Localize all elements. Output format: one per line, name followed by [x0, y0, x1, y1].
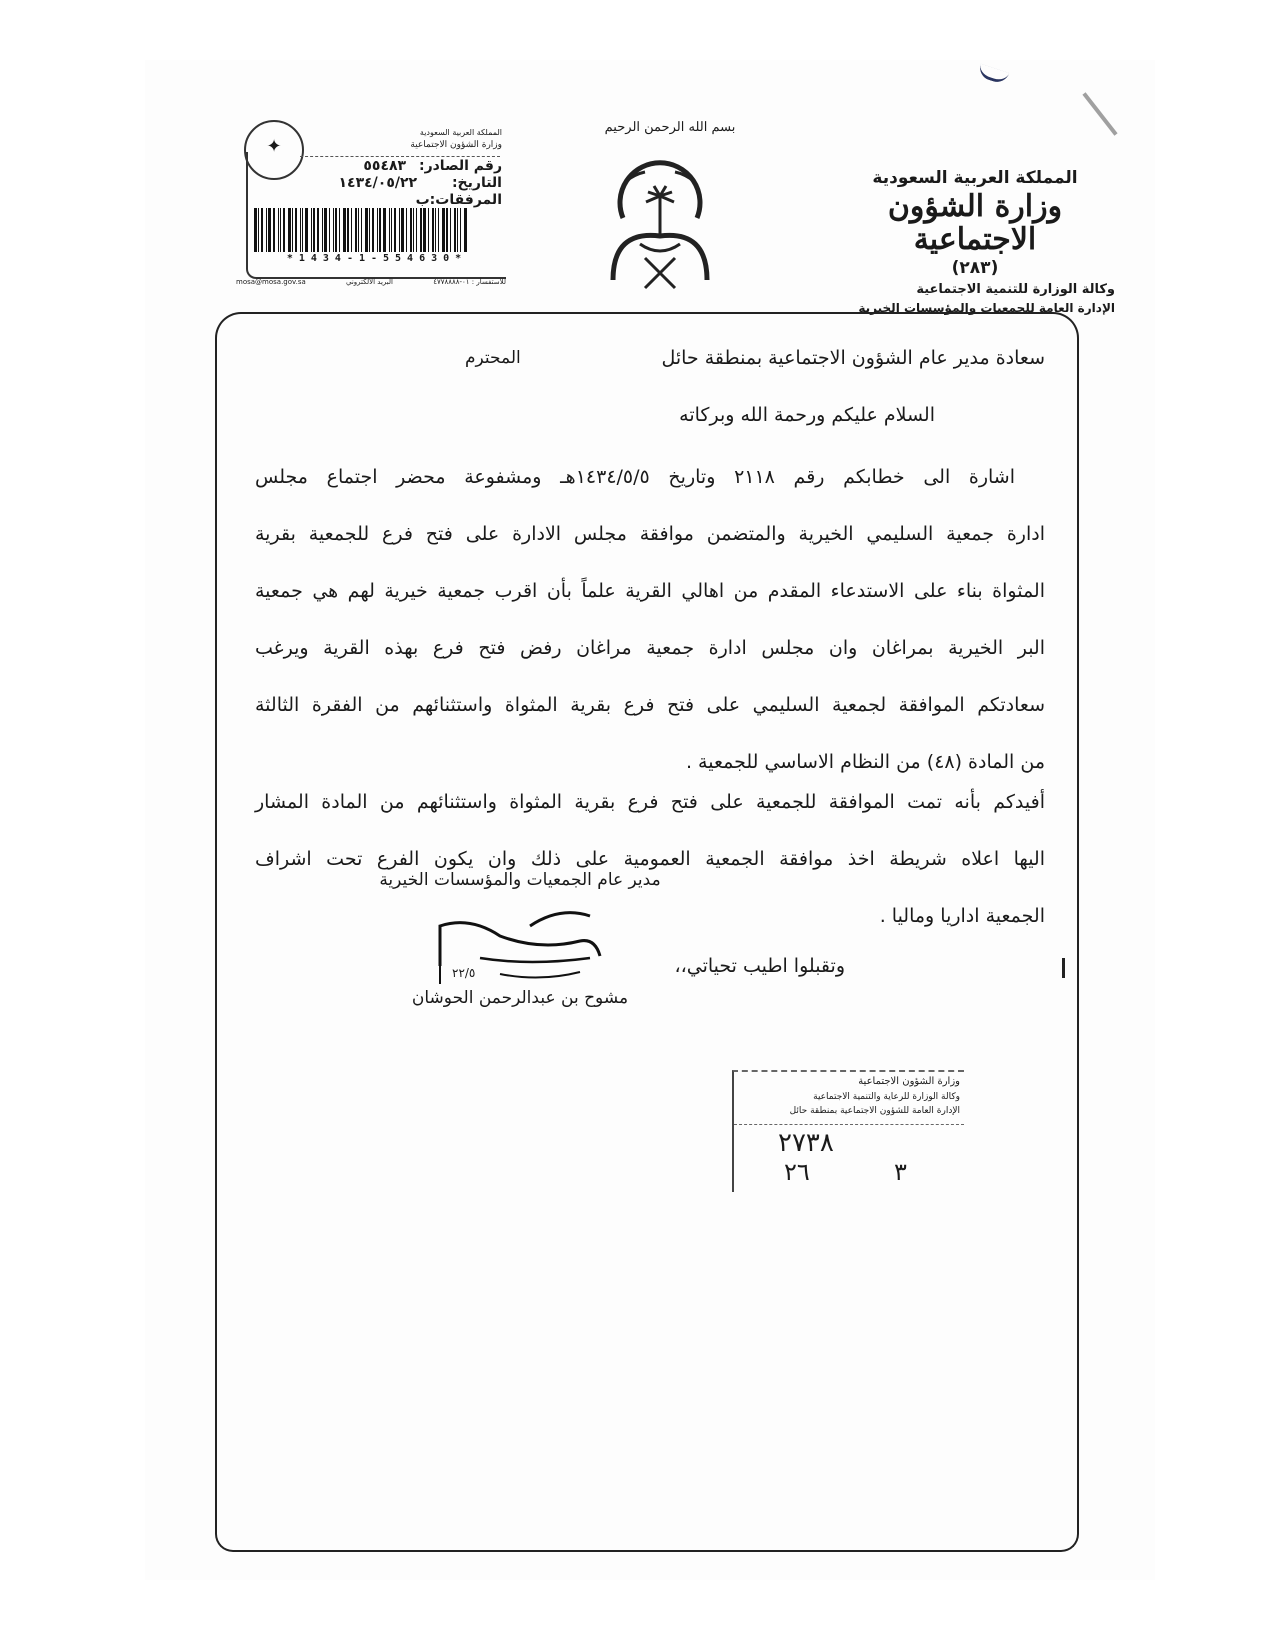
- signature: [380, 896, 660, 986]
- attachments-value: ب: [415, 192, 430, 208]
- divider: [300, 156, 500, 157]
- honorific: المحترم: [465, 348, 521, 368]
- ref-ministry: وزارة الشؤون الاجتماعية: [410, 140, 502, 150]
- barcode: [254, 208, 500, 252]
- attachments-label: المرفقات:: [429, 192, 502, 208]
- barcode-bar: [457, 208, 458, 252]
- barcode-bar: [280, 208, 281, 252]
- ref-inquiry: للاستفسار : ٠١-٤٧٧٨٨٨٨: [433, 278, 506, 286]
- barcode-bar: [383, 208, 386, 252]
- receipt-date: ٢٦: [784, 1158, 810, 1186]
- reference-box: [236, 120, 506, 280]
- basmala: بسم الله الرحمن الرحيم: [604, 120, 736, 135]
- barcode-bar: [317, 208, 319, 252]
- barcode-bar: [454, 208, 456, 252]
- barcode-bar: [372, 208, 374, 252]
- barcode-bar: [410, 208, 412, 252]
- barcode-bar: [438, 208, 439, 252]
- paragraph-line: من المادة (٤٨) من النظام الاساسي للجمعية .: [685, 751, 1045, 773]
- barcode-bar: [406, 208, 407, 252]
- issue-date-label: التاريخ:: [451, 175, 502, 191]
- signature-block: [330, 870, 710, 1008]
- barcode-bar: [428, 208, 429, 252]
- ministry-emblem-icon: [605, 160, 715, 290]
- barcode-bar: [335, 208, 337, 252]
- barcode-bar: [324, 208, 327, 252]
- receipt-date-extra: ٣: [894, 1158, 907, 1186]
- barcode-bar: [254, 208, 257, 252]
- barcode-bar: [351, 208, 352, 252]
- barcode-bar: [302, 208, 303, 252]
- letter-frame-bottom: [215, 1330, 1079, 1552]
- barcode-text: *1434-1-554630*: [286, 253, 468, 264]
- barcode-bar: [464, 208, 467, 252]
- paragraph-line: اشارة الى خطابكم رقم ٢١١٨ وتاريخ ١٤٣٤/٥/٥هـ ومشفوعة محضر اجتماع مجلس: [255, 466, 1015, 488]
- barcode-bar: [313, 208, 315, 252]
- letterhead-form-number: (٢٨٣): [951, 258, 999, 278]
- attachments: [416, 192, 502, 208]
- letterhead-kingdom: المملكة العربية السعودية: [872, 168, 1078, 188]
- barcode-bar: [305, 208, 308, 252]
- outgoing-number-label: رقم الصادر:: [418, 158, 502, 174]
- barcode-bar: [413, 208, 414, 252]
- barcode-bar: [377, 208, 378, 252]
- paragraph-line: البر الخيرية بمراغان وان مجلس ادارة جمعية مراغان رفض فتح فرع بهذه القرية ويرغب: [255, 637, 1045, 659]
- issue-date-value: ١٤٣٤/٠٥/٢٢: [338, 175, 418, 191]
- barcode-bar: [369, 208, 370, 252]
- barcode-bar: [288, 208, 291, 252]
- barcode-bar: [420, 208, 422, 252]
- barcode-bar: [401, 208, 404, 252]
- barcode-bar: [292, 208, 293, 252]
- barcode-bar: [460, 208, 461, 252]
- barcode-bar: [278, 208, 279, 252]
- barcode-bar: [446, 208, 448, 252]
- barcode-bar: [339, 208, 340, 252]
- ministry-seal-icon: ✦: [244, 120, 304, 180]
- barcode-bar: [450, 208, 451, 252]
- barcode-bar: [361, 208, 362, 252]
- signatory-name: مشوح بن عبدالرحمن الحوشان: [411, 988, 629, 1008]
- barcode-bar: [379, 208, 381, 252]
- barcode-bar: [435, 208, 436, 252]
- signature-date: ٢٢/٥: [452, 966, 476, 980]
- receipt-number: ٢٧٣٨: [778, 1128, 834, 1158]
- ref-email: mosa@mosa.gov.sa: [236, 278, 306, 286]
- barcode-bar: [333, 208, 334, 252]
- barcode-bar: [391, 208, 392, 252]
- outgoing-number-value: ٥٥٤٨٣: [363, 158, 407, 174]
- barcode-bar: [347, 208, 349, 252]
- handwritten-signature-icon: [380, 896, 660, 986]
- barcode-bar: [283, 208, 285, 252]
- barcode-bar: [322, 208, 323, 252]
- addressee: سعادة مدير عام الشؤون الاجتماعية بمنطقة حائل: [661, 347, 1045, 369]
- barcode-bar: [300, 208, 301, 252]
- addressee-line: [255, 338, 1045, 395]
- barcode-bar: [266, 208, 267, 252]
- barcode-bar: [261, 208, 263, 252]
- greeting: السلام عليكم ورحمة الله وبركاته: [679, 404, 935, 426]
- barcode-bar: [258, 208, 259, 252]
- letterhead: [835, 168, 1115, 315]
- barcode-bar: [442, 208, 445, 252]
- barcode-bar: [355, 208, 357, 252]
- barcode-bar: [273, 208, 275, 252]
- paragraph-line: المثواة بناء على الاستدعاء المقدم من اهالي القرية علماً بأن اقرب جمعية خيرية لهم هي جمعية: [255, 580, 1045, 602]
- paragraph-line: ادارة جمعية السليمي الخيرية والمتضمن موافقة مجلس الادارة على فتح فرع للجمعية بقرية: [255, 523, 1045, 545]
- barcode-bar: [311, 208, 312, 252]
- barcode-bar: [268, 208, 271, 252]
- paragraph-line: أفيدكم بأنه تمت الموافقة للجمعية على فتح فرع بقرية المثواة واستثنائهم من المادة المشار: [255, 791, 1045, 813]
- receipt-line: الإدارة العامة للشؤون الاجتماعية بمنطقة حائل: [789, 1106, 960, 1116]
- ref-footer: [236, 278, 506, 286]
- barcode-bar: [394, 208, 396, 252]
- signatory-title: مدير عام الجمعيات والمؤسسات الخيرية: [379, 870, 661, 890]
- barcode-bar: [389, 208, 390, 252]
- outgoing-number: [363, 158, 502, 174]
- barcode-bar: [329, 208, 330, 252]
- closing: وتقبلوا اطيب تحياتي،،: [674, 955, 845, 977]
- barcode-bar: [416, 208, 417, 252]
- margin-mark: [1062, 958, 1065, 978]
- receipt-line: وكالة الوزارة للرعاية والتنمية الاجتماعية: [813, 1092, 960, 1102]
- paragraph-line: سعادتكم الموافقة لجمعية السليمي على فتح فرع بقرية المثواة واستثنائهم من الفقرة الثالثة: [255, 694, 1045, 716]
- letterhead-ministry: وزارة الشؤون الاجتماعية: [887, 189, 1063, 257]
- letterhead-department: الإدارة العامة للجمعيات والمؤسسات الخيرية: [858, 301, 1115, 315]
- ref-kingdom: المملكة العربية السعودية: [419, 128, 502, 137]
- barcode-bar: [343, 208, 346, 252]
- paragraph-line: اليها اعلاه شريطة اخذ موافقة الجمعية العمومية على ذلك وان يكون الفرع تحت اشراف: [255, 848, 1045, 870]
- letterhead-agency: وكالة الوزارة للتنمية الاجتماعية: [916, 282, 1115, 297]
- receipt-stamp: [732, 1070, 964, 1192]
- paragraph-line: الجمعية اداريا وماليا .: [879, 905, 1045, 927]
- barcode-bar: [358, 208, 359, 252]
- issue-date: [338, 175, 502, 191]
- barcode-bar: [295, 208, 297, 252]
- barcode-bar: [432, 208, 434, 252]
- divider: [734, 1124, 964, 1125]
- ref-email-label: البريد الالكتروني: [346, 278, 393, 286]
- barcode-bar: [399, 208, 400, 252]
- barcode-bar: [365, 208, 368, 252]
- barcode-bar: [423, 208, 426, 252]
- receipt-line: وزارة الشؤون الاجتماعية: [858, 1076, 960, 1087]
